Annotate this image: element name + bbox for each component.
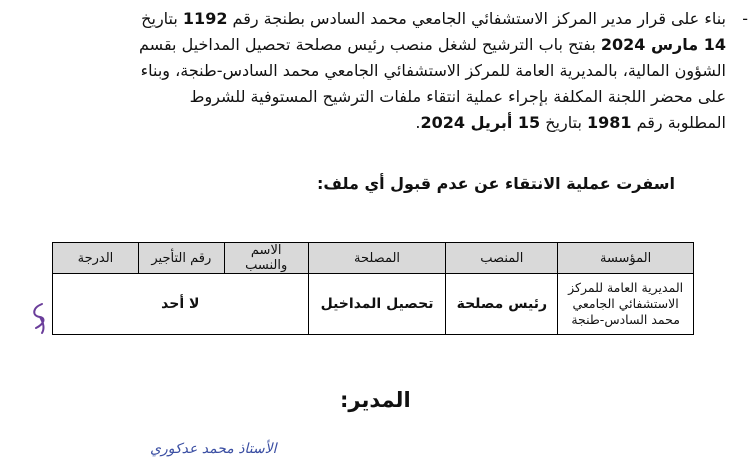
cell-post: رئيس مصلحة xyxy=(446,274,558,335)
bullet-dash: - xyxy=(742,9,748,28)
paragraph-line-2: 14 مارس 2024 بفتح باب الترشيح لشغل منصب رئيس مصلحة تحصيل المداخيل بقسم xyxy=(139,35,726,54)
results-table xyxy=(52,242,694,335)
paragraph-line-1: بناء على قرار مدير المركز الاستشفائي الجامعي محمد السادس بطنجة رقم 1192 بتاريخ xyxy=(141,9,726,28)
handwritten-initial-mark xyxy=(26,300,52,336)
header-full-name: الاسم والنسب xyxy=(224,243,308,274)
selection-result-heading: اسفرت عملية الانتقاء عن عدم قبول أي ملف: xyxy=(316,174,675,193)
paragraph-line-3: الشؤون المالية، بالمديرية العامة للمركز الاستشفائي الجامعي محمد السادس-طنجة، وبناء xyxy=(140,61,726,80)
header-grade: الدرجة xyxy=(53,243,139,274)
header-payroll-number: رقم التأجير xyxy=(138,243,224,274)
paragraph-line-4: على محضر اللجنة المكلفة بإجراء عملية انتقاء ملفات الترشيح المستوفية للشروط xyxy=(189,87,726,106)
cell-no-candidate: لا أحد xyxy=(53,274,309,335)
table-row xyxy=(53,274,694,335)
cell-institution: المديرية العامة للمركز الاستشفائي الجامعي محمد السادس-طنجة xyxy=(558,274,694,335)
cell-service: تحصيل المداخيل xyxy=(308,274,446,335)
director-name: الأستاذ محمد عدكوري xyxy=(150,441,277,457)
header-institution: المؤسسة xyxy=(558,243,694,274)
preamble-paragraph xyxy=(70,6,748,136)
header-service: المصلحة xyxy=(308,243,446,274)
director-title: المدير: xyxy=(340,388,411,412)
table-header-row xyxy=(53,243,694,274)
paragraph-line-5: المطلوبة رقم 1981 بتاريخ 15 أبريل 2024. xyxy=(415,113,726,132)
header-post: المنصب xyxy=(446,243,558,274)
